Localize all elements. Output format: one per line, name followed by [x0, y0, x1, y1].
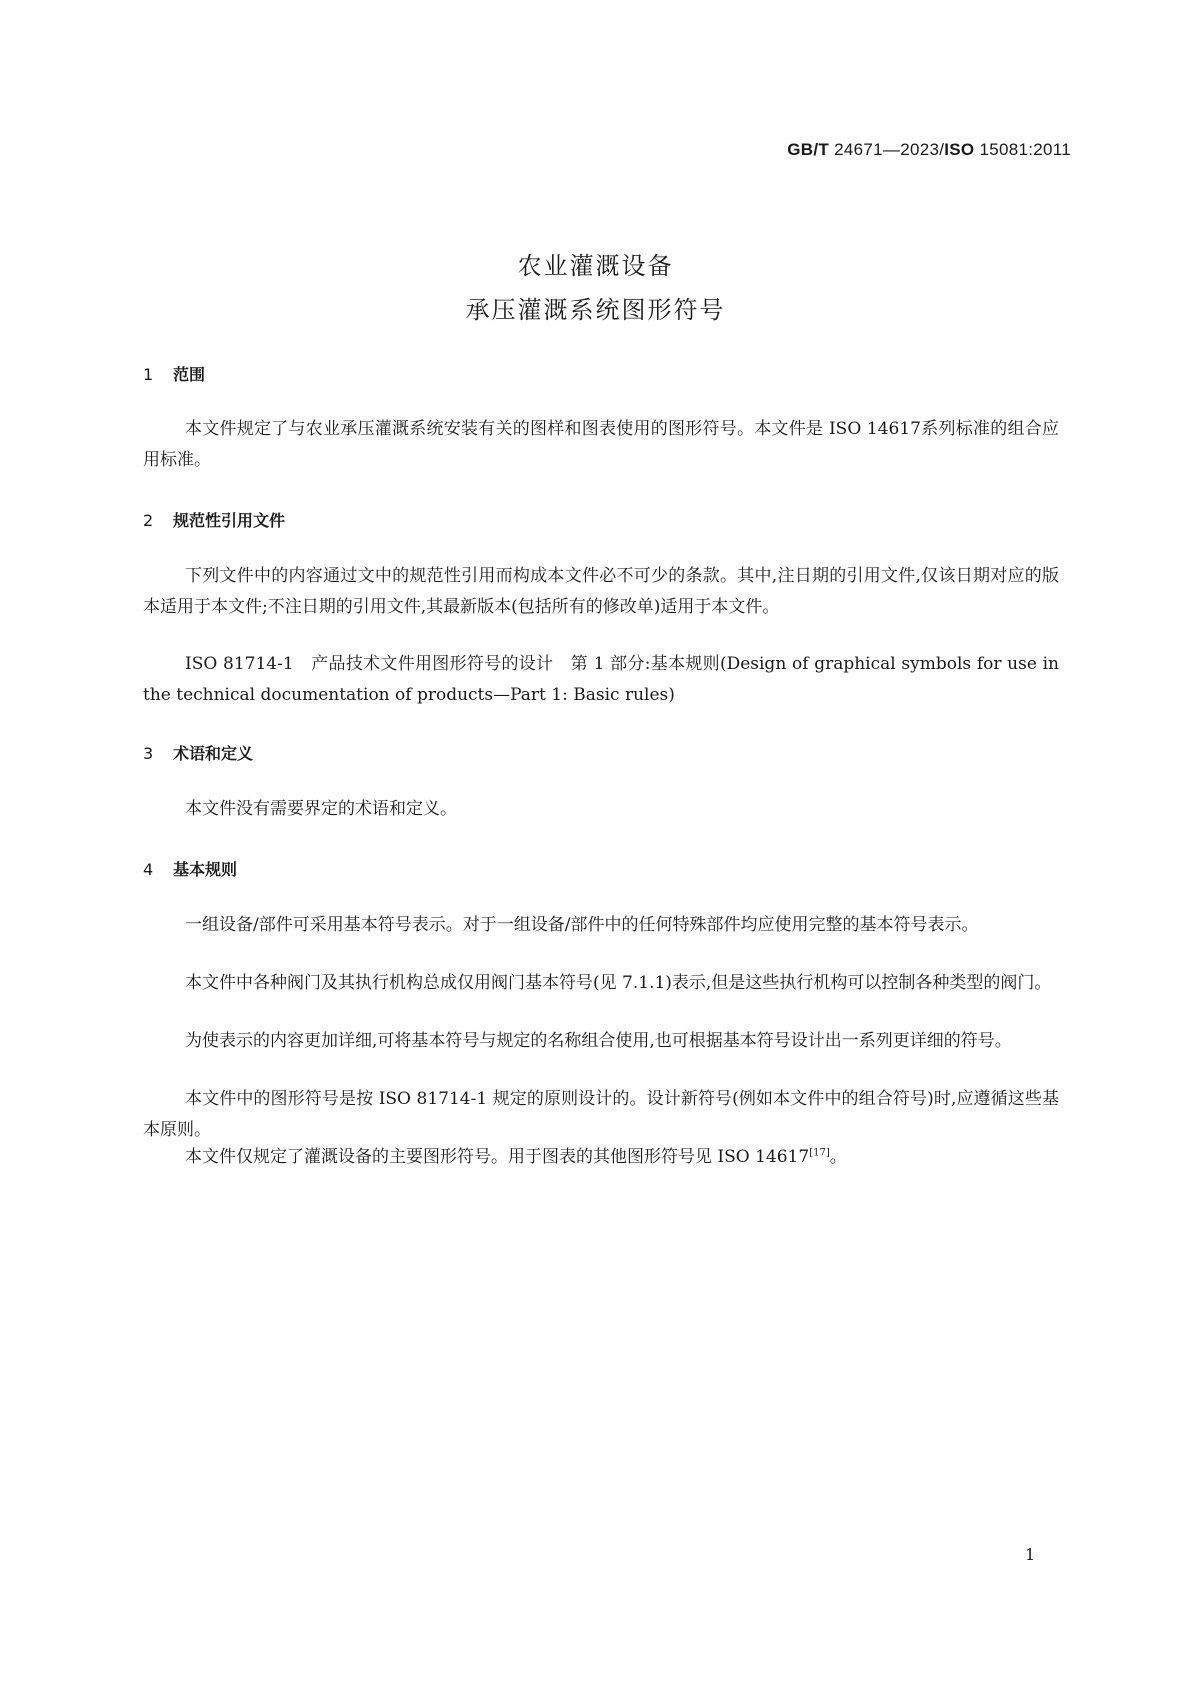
section-heading-4	[143, 857, 237, 880]
section-number: 4	[143, 860, 154, 879]
bibliography-ref: [17]	[809, 1147, 830, 1159]
page-number: 1	[1025, 1545, 1036, 1564]
section-heading-3	[143, 741, 253, 764]
paragraph: 一组设备/部件可采用基本符号表示。对于一组设备/部件中的任何特殊部件均应使用完整的基本符号表示。	[185, 915, 979, 935]
document-title-line1: 农业灌溉设备	[517, 252, 674, 280]
section-heading-1	[143, 362, 205, 385]
paragraph: 本文件规定了与农业承压灌溉系统安装有关的图样和图表使用的图形符号。本文件是 ISO 14617系列标准的组合应用标准。	[143, 419, 1059, 470]
section-number: 2	[143, 511, 154, 530]
standard-mid: 24671—2023/	[829, 140, 945, 159]
document-title-line2: 承压灌溉系统图形符号	[465, 296, 726, 324]
section-heading-2	[143, 508, 285, 531]
standard-prefix: GB/T	[787, 140, 830, 159]
section-number: 1	[143, 365, 154, 384]
section-title: 术语和定义	[173, 744, 254, 763]
section-title: 范围	[173, 365, 206, 384]
paragraph-with-reference	[143, 1142, 1059, 1173]
iso-prefix: ISO	[944, 140, 975, 159]
paragraph: 本文件没有需要界定的术语和定义。	[185, 799, 457, 819]
standard-number	[787, 140, 1071, 160]
section-title: 规范性引用文件	[173, 511, 286, 530]
paragraph: 本文件中的图形符号是按 ISO 81714-1 规定的原则设计的。设计新符号(例如本文件中的组合符号)时,应遵循这些基本原则。	[143, 1089, 1059, 1140]
paragraph: 本文件中各种阀门及其执行机构总成仅用阀门基本符号(见 7.1.1)表示,但是这些执行机构可以控制各种类型的阀门。	[185, 973, 1052, 993]
section-number: 3	[143, 744, 154, 763]
paragraph: 下列文件中的内容通过文中的规范性引用而构成本文件必不可少的条款。其中,注日期的引用文件,仅该日期对应的版本适用于本文件;不注日期的引用文件,其最新版本(包括所有的修改单)适用于本文件。	[143, 566, 1059, 617]
reference-entry: ISO 81714-1 产品技术文件用图形符号的设计 第 1 部分:基本规则(Design of graphical symbols for use in the technical documentation of products—Part 1: Basic rules)	[143, 654, 1059, 705]
iso-rest: 15081:2011	[974, 140, 1071, 159]
paragraph: 为使表示的内容更加详细,可将基本符号与规定的名称组合使用,也可根据基本符号设计出一系列更详细的符号。	[185, 1031, 1012, 1051]
paragraph-tail: 。	[829, 1147, 847, 1167]
paragraph-text: 本文件仅规定了灌溉设备的主要图形符号。用于图表的其他图形符号见 ISO 14617	[185, 1147, 810, 1167]
section-title: 基本规则	[173, 860, 238, 879]
